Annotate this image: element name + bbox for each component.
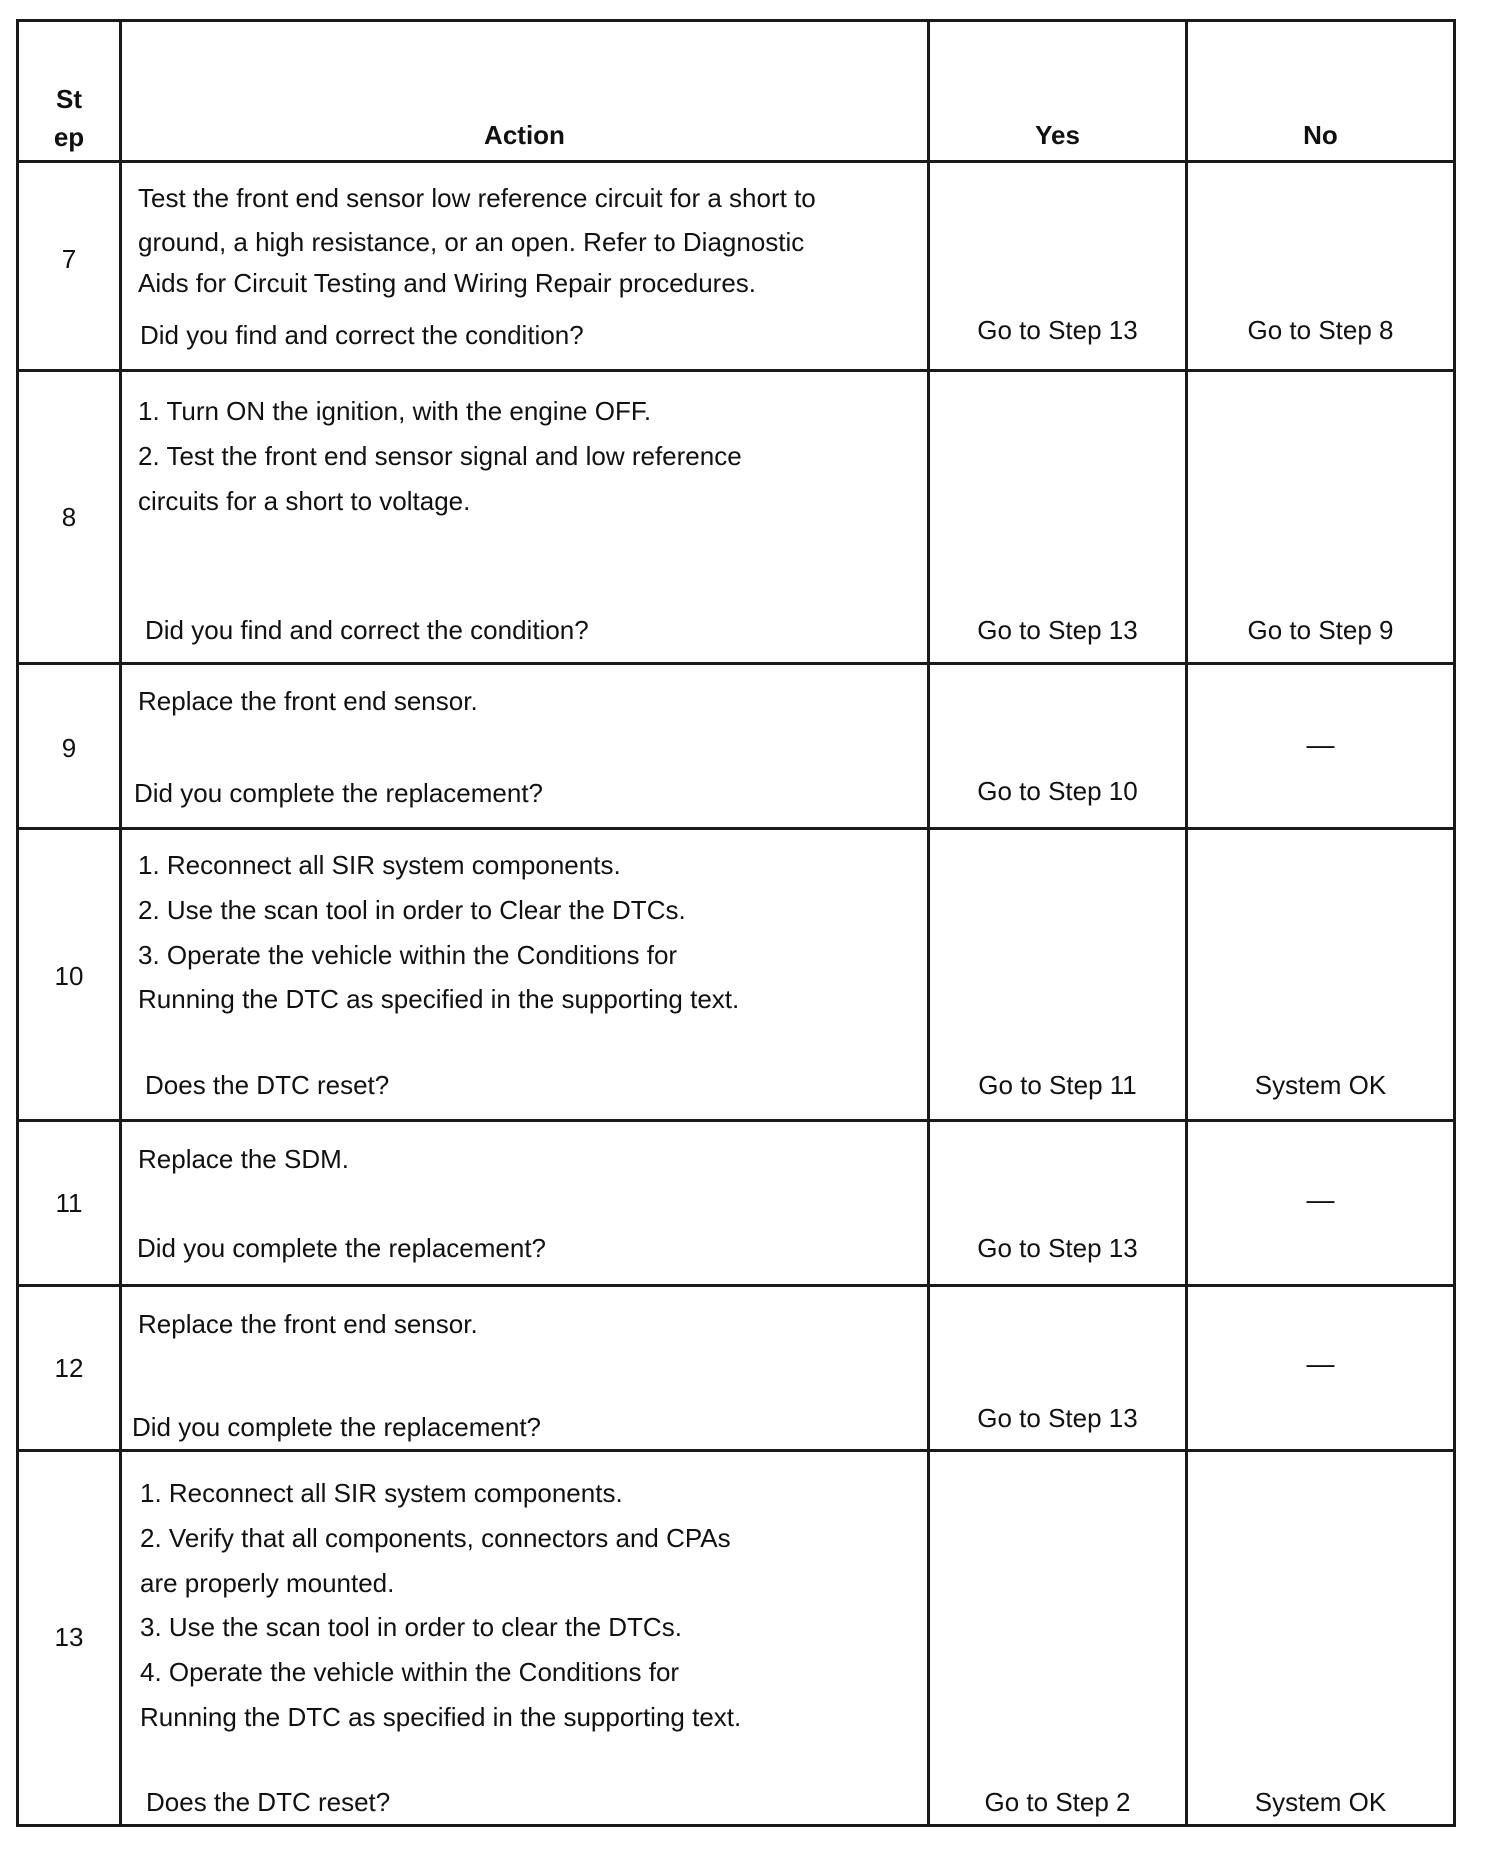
step-number: 9	[61, 733, 77, 763]
yes-cell	[929, 1121, 1187, 1286]
action-cell	[121, 829, 929, 1121]
table-row	[18, 162, 1455, 371]
header-action-label: Action	[484, 120, 565, 150]
action-line: ground, a high resistance, or an open. Refer to Diagnostic	[138, 227, 805, 257]
no-cell	[1187, 664, 1455, 829]
action-cell	[121, 1451, 929, 1826]
action-line: 2. Verify that all components, connectors and CPAs	[140, 1523, 731, 1553]
header-yes	[929, 21, 1187, 162]
no-result: Go to Step 8	[1247, 315, 1394, 345]
no-result-dash: —	[1306, 1184, 1335, 1215]
action-question: Did you complete the replacement?	[137, 1233, 547, 1263]
step-cell	[18, 829, 121, 1121]
step-number: 7	[61, 244, 77, 274]
action-line: Aids for Circuit Testing and Wiring Repair procedures.	[138, 268, 757, 298]
step-cell	[18, 1121, 121, 1286]
yes-cell	[929, 162, 1187, 371]
action-line: Running the DTC as specified in the supporting text.	[140, 1702, 742, 1732]
no-result: System OK	[1254, 1070, 1387, 1100]
yes-cell	[929, 1286, 1187, 1451]
step-cell	[18, 664, 121, 829]
yes-cell	[929, 829, 1187, 1121]
yes-result: Go to Step 13	[977, 1403, 1138, 1433]
header-no-label: No	[1303, 120, 1338, 150]
action-line: are properly mounted.	[140, 1568, 395, 1598]
table-row	[18, 829, 1455, 1121]
header-step	[18, 21, 121, 162]
action-question: Did you complete the replacement?	[132, 1412, 542, 1442]
action-line: 1. Turn ON the ignition, with the engine OFF.	[138, 396, 652, 426]
header-step-label: St ep	[53, 84, 85, 152]
table-row	[18, 371, 1455, 664]
header-yes-label: Yes	[1035, 120, 1080, 150]
header-action	[121, 21, 929, 162]
action-line: Test the front end sensor low reference circuit for a short to	[138, 183, 816, 213]
step-number: 13	[54, 1622, 84, 1652]
yes-cell	[929, 1451, 1187, 1826]
table-row	[18, 1121, 1455, 1286]
action-question: Did you find and correct the condition?	[140, 320, 584, 350]
action-line: Replace the front end sensor.	[138, 686, 478, 716]
table-row	[18, 664, 1455, 829]
action-line: 3. Operate the vehicle within the Conditions for	[138, 940, 678, 970]
action-cell	[121, 371, 929, 664]
action-line: 2. Use the scan tool in order to Clear the DTCs.	[138, 895, 686, 925]
action-question: Did you complete the replacement?	[134, 778, 544, 808]
action-line: 3. Use the scan tool in order to clear the DTCs.	[140, 1612, 682, 1642]
no-cell	[1187, 1121, 1455, 1286]
action-question: Does the DTC reset?	[146, 1787, 391, 1817]
yes-result: Go to Step 13	[977, 1233, 1138, 1263]
diagnostic-table	[16, 19, 1456, 1827]
no-cell	[1187, 1286, 1455, 1451]
step-cell	[18, 371, 121, 664]
table-row	[18, 1451, 1455, 1826]
yes-cell	[929, 664, 1187, 829]
step-cell	[18, 1286, 121, 1451]
step-number: 12	[54, 1353, 84, 1383]
no-result-dash: —	[1306, 729, 1335, 760]
no-cell	[1187, 1451, 1455, 1826]
step-cell	[18, 162, 121, 371]
no-cell	[1187, 162, 1455, 371]
yes-result: Go to Step 2	[984, 1787, 1131, 1817]
action-line: Replace the front end sensor.	[138, 1309, 478, 1339]
table-row	[18, 1286, 1455, 1451]
yes-result: Go to Step 13	[977, 315, 1138, 345]
action-line: Replace the SDM.	[138, 1144, 349, 1174]
yes-result: Go to Step 11	[978, 1070, 1137, 1100]
action-cell	[121, 1121, 929, 1286]
action-line: 1. Reconnect all SIR system components.	[140, 1478, 623, 1508]
action-question: Does the DTC reset?	[145, 1070, 390, 1100]
yes-result: Go to Step 10	[977, 776, 1138, 806]
action-cell	[121, 162, 929, 371]
header-no	[1187, 21, 1455, 162]
no-result: Go to Step 9	[1247, 615, 1394, 645]
action-line: 2. Test the front end sensor signal and low reference	[138, 441, 742, 471]
action-line: 1. Reconnect all SIR system components.	[138, 850, 621, 880]
step-number: 10	[54, 961, 84, 991]
table-header-row	[18, 21, 1455, 162]
step-number: 11	[55, 1188, 83, 1218]
no-result: System OK	[1254, 1787, 1387, 1817]
yes-cell	[929, 371, 1187, 664]
action-line: circuits for a short to voltage.	[138, 486, 471, 516]
action-line: 4. Operate the vehicle within the Conditions for	[140, 1657, 680, 1687]
no-cell	[1187, 829, 1455, 1121]
no-cell	[1187, 371, 1455, 664]
no-result-dash: —	[1306, 1348, 1335, 1379]
step-number: 8	[61, 502, 77, 532]
action-question: Did you find and correct the condition?	[145, 615, 589, 645]
yes-result: Go to Step 13	[977, 615, 1138, 645]
action-cell	[121, 664, 929, 829]
action-cell	[121, 1286, 929, 1451]
action-line: Running the DTC as specified in the supporting text.	[138, 984, 740, 1014]
step-cell	[18, 1451, 121, 1826]
